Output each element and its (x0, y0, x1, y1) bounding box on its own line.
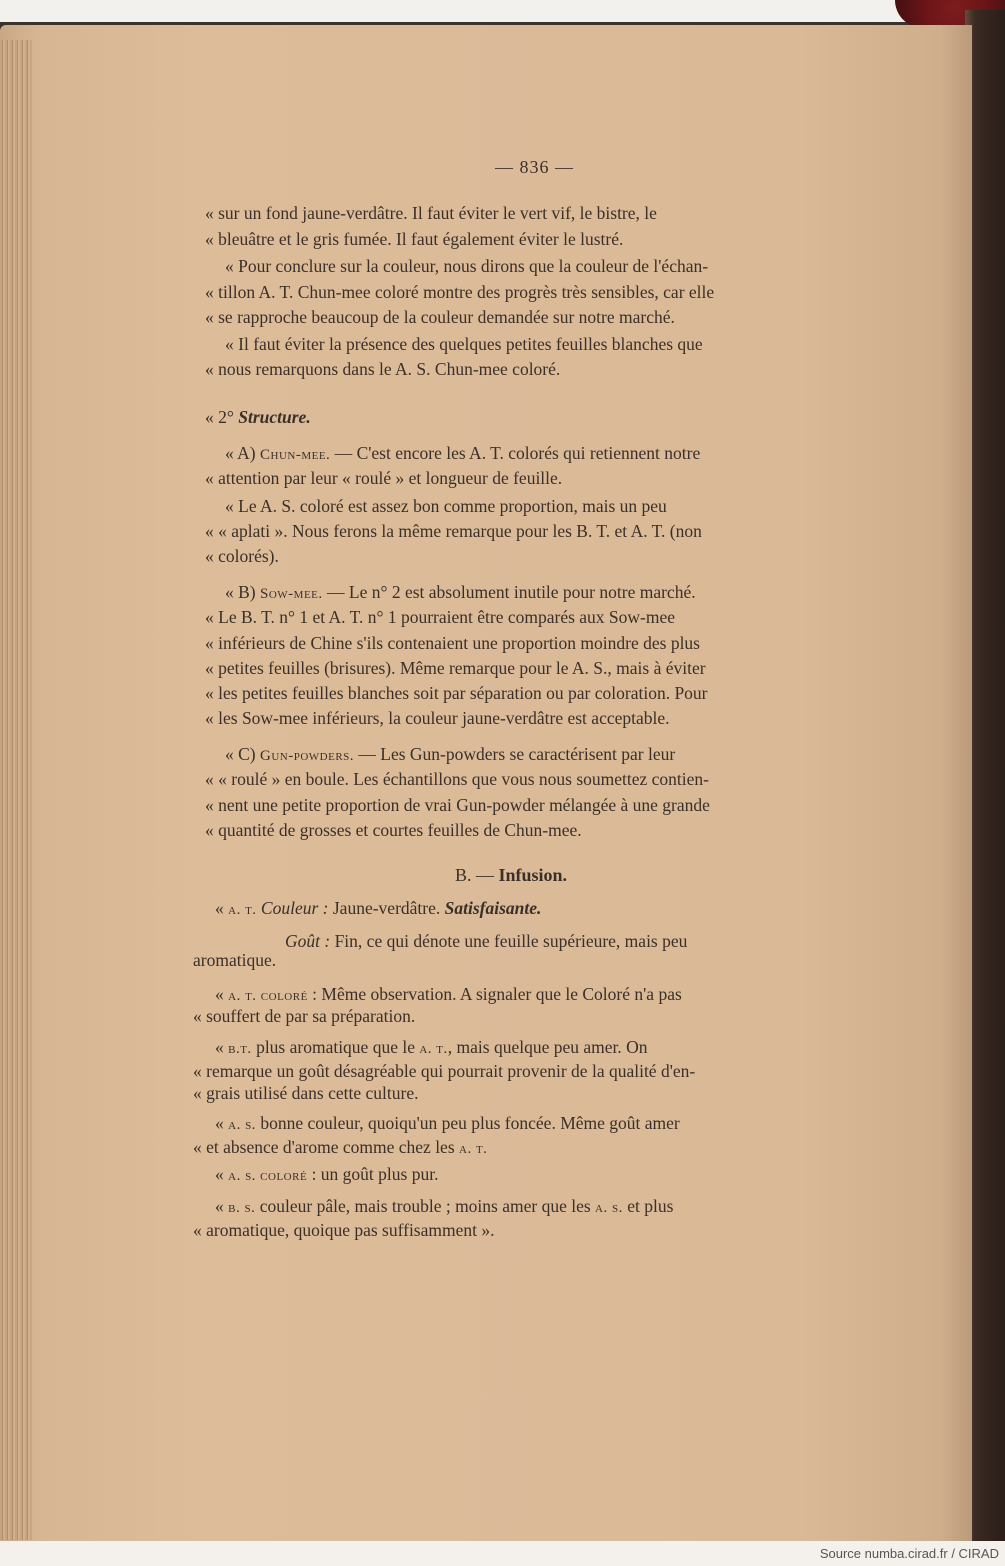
text-line: « b.t. plus aromatique que le a. t., mais quelque peu amer. On (215, 1037, 648, 1057)
text-line: « colorés). (205, 546, 279, 566)
text-line: « et absence d'arome comme chez les a. t. (193, 1137, 488, 1157)
text-line: « tillon A. T. Chun-mee coloré montre des progrès très sensibles, car elle (205, 282, 715, 302)
text-line: « nous remarquons dans le A. S. Chun-mee coloré. (205, 359, 561, 379)
text-line: « se rapproche beaucoup de la couleur demandée sur notre marché. (205, 307, 675, 327)
text-line: « Le A. S. coloré est assez bon comme proportion, mais un peu (225, 496, 667, 516)
text-line: « a. s. bonne couleur, quoiqu'un peu plus foncée. Même goût amer (215, 1113, 680, 1133)
text-line: « sur un fond jaune-verdâtre. Il faut éviter le vert vif, le bistre, le (205, 203, 657, 223)
text-line: « quantité de grosses et courtes feuilles de Chun-mee. (205, 820, 582, 840)
text-line: « « aplati ». Nous ferons la même remarque pour les B. T. et A. T. (non (205, 521, 702, 541)
page-number: — 836 — (495, 157, 574, 177)
text-line: « inférieurs de Chine s'ils contenaient une proportion moindre des plus (205, 633, 700, 653)
text-line: « A) Chun-mee. — C'est encore les A. T. colorés qui retiennent notre (225, 443, 701, 463)
text-line: « nent une petite proportion de vrai Gun-powder mélangée à une grande (205, 795, 710, 815)
text-line: « a. s. coloré : un goût plus pur. (215, 1164, 439, 1184)
text-line: « « roulé » en boule. Les échantillons que vous nous soumettez contien- (205, 769, 709, 789)
text-line: Goût : Fin, ce qui dénote une feuille supérieure, mais peu (285, 931, 688, 951)
text-line: aromatique. (193, 950, 277, 970)
text-line: « bleuâtre et le gris fumée. Il faut également éviter le lustré. (205, 229, 624, 249)
text-line: « b. s. couleur pâle, mais trouble ; moins amer que les a. s. et plus (215, 1196, 674, 1216)
text-line: « aromatique, quoique pas suffisamment ». (193, 1220, 495, 1240)
text-line: « remarque un goût désagréable qui pourrait provenir de la qualité d'en- (193, 1061, 696, 1081)
text-line: « a. t. Couleur : Jaune-verdâtre. Satisfaisante. (215, 898, 542, 918)
section-title: B. — Infusion. (455, 865, 568, 885)
text-line: « les petites feuilles blanches soit par séparation ou par coloration. Pour (205, 683, 708, 703)
text-line: « attention par leur « roulé » et longueur de feuille. (205, 468, 563, 488)
text-line: « Le B. T. n° 1 et A. T. n° 1 pourraient être comparés aux Sow-mee (205, 607, 676, 627)
text-line: « grais utilisé dans cette culture. (193, 1083, 419, 1103)
text-line: « souffert de par sa préparation. (193, 1006, 416, 1026)
text-line: « a. t. coloré : Même observation. A signaler que le Coloré n'a pas (215, 984, 682, 1004)
source-credit: Source numba.cirad.fr / CIRAD (819, 1546, 999, 1561)
text-line: « B) Sow-mee. — Le n° 2 est absolument inutile pour notre marché. (225, 582, 696, 602)
section-heading: « 2° Structure. (205, 407, 311, 427)
text-line: « C) Gun-powders. — Les Gun-powders se caractérisent par leur (225, 744, 676, 764)
text-line: « petites feuilles (brisures). Même remarque pour le A. S., mais à éviter (205, 658, 706, 678)
text-line: « Pour conclure sur la couleur, nous dirons que la couleur de l'échan- (225, 256, 709, 276)
text-line: « Il faut éviter la présence des quelques petites feuilles blanches que (225, 334, 703, 354)
text-line: « les Sow-mee inférieurs, la couleur jaune-verdâtre est acceptable. (205, 708, 670, 728)
